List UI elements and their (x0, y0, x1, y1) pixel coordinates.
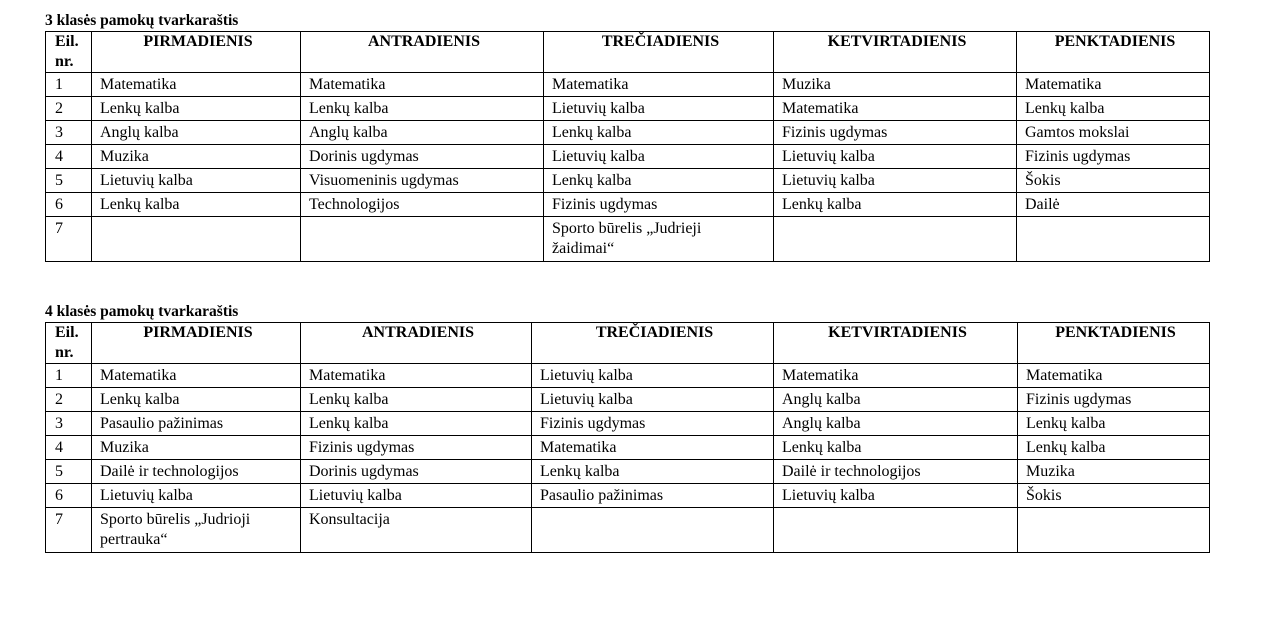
friday-cell: Fizinis ugdymas (1017, 145, 1210, 169)
schedule-title: 3 klasės pamokų tvarkaraštis (45, 12, 239, 29)
header-tuesday: ANTRADIENIS (301, 32, 544, 73)
lesson-number: 6 (46, 484, 92, 508)
wednesday-cell: Pasaulio pažinimas (532, 484, 774, 508)
tuesday-cell: Dorinis ugdymas (301, 145, 544, 169)
table-row (46, 484, 1210, 508)
thursday-cell: Lietuvių kalba (774, 145, 1017, 169)
friday-cell (1018, 508, 1210, 553)
header-nr (46, 32, 92, 73)
table-row (46, 169, 1210, 193)
monday-cell: Lietuvių kalba (92, 484, 301, 508)
header-wednesday: TREČIADIENIS (532, 323, 774, 364)
friday-cell: Dailė (1017, 193, 1210, 217)
monday-cell: Lenkų kalba (92, 388, 301, 412)
table-row (46, 73, 1210, 97)
friday-cell: Matematika (1017, 73, 1210, 97)
lesson-number: 5 (46, 169, 92, 193)
table-row (46, 97, 1210, 121)
table-row (46, 364, 1210, 388)
monday-cell: Dailė ir technologijos (92, 460, 301, 484)
table-row (46, 508, 1210, 553)
header-row (46, 323, 1210, 364)
lesson-number: 3 (46, 412, 92, 436)
monday-cell: Muzika (92, 145, 301, 169)
lesson-number: 6 (46, 193, 92, 217)
monday-cell: Matematika (92, 73, 301, 97)
friday-cell: Matematika (1018, 364, 1210, 388)
wednesday-cell: Matematika (532, 436, 774, 460)
monday-cell: Lenkų kalba (92, 193, 301, 217)
header-monday: PIRMADIENIS (92, 32, 301, 73)
tuesday-cell: Anglų kalba (301, 121, 544, 145)
tuesday-cell: Matematika (301, 364, 532, 388)
wednesday-cell: Lietuvių kalba (544, 97, 774, 121)
thursday-cell: Lietuvių kalba (774, 169, 1017, 193)
monday-cell: Muzika (92, 436, 301, 460)
table-row (46, 412, 1210, 436)
tuesday-cell: Lenkų kalba (301, 412, 532, 436)
tuesday-cell: Technologijos (301, 193, 544, 217)
wednesday-cell: Matematika (544, 73, 774, 97)
monday-cell: Matematika (92, 364, 301, 388)
tuesday-cell: Fizinis ugdymas (301, 436, 532, 460)
thursday-cell: Lenkų kalba (774, 436, 1018, 460)
tuesday-cell: Visuomeninis ugdymas (301, 169, 544, 193)
monday-cell: Lietuvių kalba (92, 169, 301, 193)
header-thursday: KETVIRTADIENIS (774, 323, 1018, 364)
schedule-title: 4 klasės pamokų tvarkaraštis (45, 303, 239, 320)
wednesday-cell: Lietuvių kalba (532, 388, 774, 412)
tuesday-cell (301, 217, 544, 262)
friday-cell: Lenkų kalba (1017, 97, 1210, 121)
wednesday-cell: Sporto būrelis „Judrieji žaidimai“ (544, 217, 774, 262)
monday-cell: Lenkų kalba (92, 97, 301, 121)
tuesday-cell: Dorinis ugdymas (301, 460, 532, 484)
header-thursday: KETVIRTADIENIS (774, 32, 1017, 73)
lesson-number: 4 (46, 436, 92, 460)
lesson-number: 2 (46, 97, 92, 121)
tuesday-cell: Konsultacija (301, 508, 532, 553)
friday-cell: Lenkų kalba (1018, 412, 1210, 436)
lesson-number: 4 (46, 145, 92, 169)
tuesday-cell: Matematika (301, 73, 544, 97)
lesson-number: 2 (46, 388, 92, 412)
wednesday-cell (532, 508, 774, 553)
monday-cell: Sporto būrelis „Judrioji pertrauka“ (92, 508, 301, 553)
table-row (46, 193, 1210, 217)
wednesday-cell: Lenkų kalba (544, 121, 774, 145)
table-row (46, 145, 1210, 169)
monday-cell (92, 217, 301, 262)
timetable (45, 322, 1210, 553)
schedule-grade-4 (45, 303, 1210, 553)
wednesday-cell: Fizinis ugdymas (544, 193, 774, 217)
header-nr-line2: nr. (55, 343, 74, 361)
thursday-cell: Dailė ir technologijos (774, 460, 1018, 484)
friday-cell: Muzika (1018, 460, 1210, 484)
header-wednesday: TREČIADIENIS (544, 32, 774, 73)
lesson-number: 7 (46, 217, 92, 262)
tuesday-cell: Lietuvių kalba (301, 484, 532, 508)
tuesday-cell: Lenkų kalba (301, 97, 544, 121)
schedule-grade-3 (45, 12, 1210, 262)
header-nr-line1: Eil. (55, 33, 79, 50)
header-row (46, 32, 1210, 73)
thursday-cell: Matematika (774, 97, 1017, 121)
friday-cell: Fizinis ugdymas (1018, 388, 1210, 412)
friday-cell: Lenkų kalba (1018, 436, 1210, 460)
lesson-number: 7 (46, 508, 92, 553)
thursday-cell: Muzika (774, 73, 1017, 97)
tuesday-cell: Lenkų kalba (301, 388, 532, 412)
header-friday: PENKTADIENIS (1017, 32, 1210, 73)
monday-cell: Pasaulio pažinimas (92, 412, 301, 436)
lesson-number: 1 (46, 73, 92, 97)
wednesday-cell: Fizinis ugdymas (532, 412, 774, 436)
timetable (45, 31, 1210, 262)
wednesday-cell: Lenkų kalba (544, 169, 774, 193)
thursday-cell: Lietuvių kalba (774, 484, 1018, 508)
thursday-cell: Lenkų kalba (774, 193, 1017, 217)
header-nr-line1: Eil. (55, 324, 79, 341)
thursday-cell: Anglų kalba (774, 388, 1018, 412)
friday-cell: Gamtos mokslai (1017, 121, 1210, 145)
friday-cell (1017, 217, 1210, 262)
thursday-cell (774, 217, 1017, 262)
header-tuesday: ANTRADIENIS (301, 323, 532, 364)
header-nr (46, 323, 92, 364)
table-row (46, 460, 1210, 484)
thursday-cell (774, 508, 1018, 553)
header-nr-line2: nr. (55, 52, 74, 70)
table-row (46, 436, 1210, 460)
friday-cell: Šokis (1017, 169, 1210, 193)
monday-cell: Anglų kalba (92, 121, 301, 145)
header-monday: PIRMADIENIS (92, 323, 301, 364)
header-friday: PENKTADIENIS (1018, 323, 1210, 364)
table-row (46, 388, 1210, 412)
wednesday-cell: Lenkų kalba (532, 460, 774, 484)
lesson-number: 5 (46, 460, 92, 484)
wednesday-cell: Lietuvių kalba (544, 145, 774, 169)
lesson-number: 3 (46, 121, 92, 145)
friday-cell: Šokis (1018, 484, 1210, 508)
thursday-cell: Matematika (774, 364, 1018, 388)
thursday-cell: Anglų kalba (774, 412, 1018, 436)
lesson-number: 1 (46, 364, 92, 388)
table-row (46, 217, 1210, 262)
wednesday-cell: Lietuvių kalba (532, 364, 774, 388)
table-row (46, 121, 1210, 145)
thursday-cell: Fizinis ugdymas (774, 121, 1017, 145)
